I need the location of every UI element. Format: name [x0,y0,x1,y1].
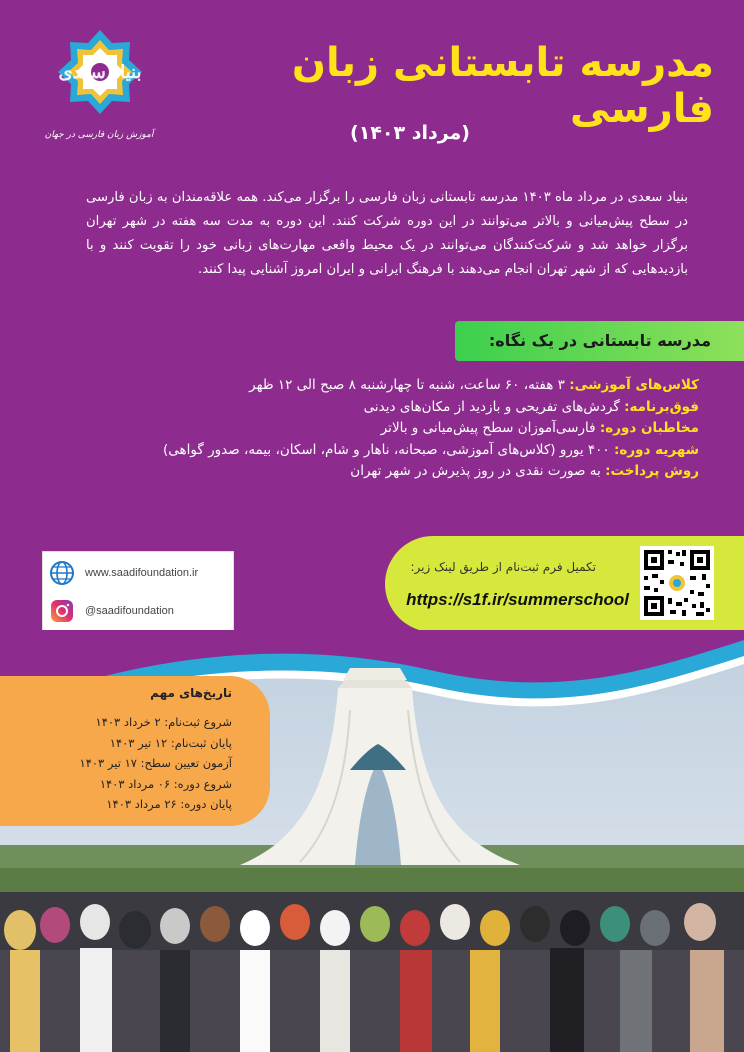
detail-row-tuition [79,440,699,462]
instagram-icon [49,598,75,624]
details-list [79,375,699,483]
date-item: شروع ثبت‌نام: ۲ خرداد ۱۴۰۳ [95,715,232,729]
contact-card [42,551,234,635]
detail-label: فوق‌برنامه: [624,398,699,415]
instagram-row[interactable] [49,596,174,626]
date-item: آزمون تعیین سطح: ۱۷ تیر ۱۴۰۳ [79,756,232,770]
website-link[interactable]: www.saadifoundation.ir [85,567,199,579]
glance-banner [455,321,744,361]
instagram-handle[interactable]: @saadifoundation [85,605,174,617]
detail-value: به صورت نقدی در روز پذیرش در شهر تهران [350,463,601,479]
detail-row-classes [79,375,699,397]
qr-code[interactable] [640,546,714,620]
logo-tagline: آموزش زبان فارسی در جهان [44,130,154,140]
page-subtitle: (مرداد ۱۴۰۳) [350,122,470,144]
detail-label: مخاطبان دوره: [599,420,699,436]
date-item: پایان دوره: ۲۶ مرداد ۱۴۰۳ [106,797,232,811]
globe-icon [49,560,75,586]
glance-title: مدرسه تابستانی در یک نگاه: [488,331,711,350]
registration-link[interactable]: https://s1f.ir/summerschool [406,590,629,609]
detail-row-payment [79,461,699,483]
date-item: شروع دوره: ۰۶ مرداد ۱۴۰۳ [99,776,232,791]
detail-value: فارسی‌آموزان سطح پیش‌میانی و بالاتر [380,420,596,436]
logo-lettering: بنیاد سعدی [58,62,142,83]
detail-value: ۳ هفته، ۶۰ ساعت، شنبه تا چهارشنبه ۸ صبح الی ۱۲ ظهر [249,377,565,393]
detail-value: ۴۰۰ یورو (کلاس‌های آموزشی، صبحانه، ناهار و شام، اسکان، بیمه، صدور گواهی) [163,441,610,458]
detail-label: شهریه دوره: [613,441,699,458]
registration-panel [385,536,744,632]
registration-label: تکمیل فرم ثبت‌نام از طریق لینک زیر: [410,560,596,574]
detail-row-audience [79,418,699,440]
website-row[interactable] [49,558,198,588]
intro-paragraph: بنیاد سعدی در مرداد ماه ۱۴۰۳ مدرسه تابستانی زبان فارسی را برگزار می‌کند. همه علاقه‌مندان به زبان فارسی در سطح پیش‌میانی و بالاتر می‌توانند در این دوره شرکت کنند. این دوره به مدت سه هفته در شهر تهران برگزار خواهد شد و شرکت‌کنندگان می‌توانند در یک محیط واقعی مهارت‌های زبانی خود را تقویت کنند و با بازدیدهایی که از شهر تهران انجام می‌دهند با فرهنگ ایرانی و ایران امروز آشنایی پیدا کنند. [86,190,688,277]
dates-title: تاریخ‌های مهم [150,686,232,700]
detail-value: گردش‌های تفریحی و بازدید از مکان‌های دیدنی [363,398,620,415]
page-title: مدرسه تابستانی زبان فارسی [291,40,714,132]
important-dates-panel [0,676,270,826]
date-item: پایان ثبت‌نام: ۱۲ تیر ۱۴۰۳ [109,735,232,750]
detail-label: کلاس‌های آموزشی: [569,377,699,393]
dates-list [80,712,232,815]
detail-label: روش پرداخت: [605,463,699,479]
detail-row-extracurricular [79,397,699,419]
